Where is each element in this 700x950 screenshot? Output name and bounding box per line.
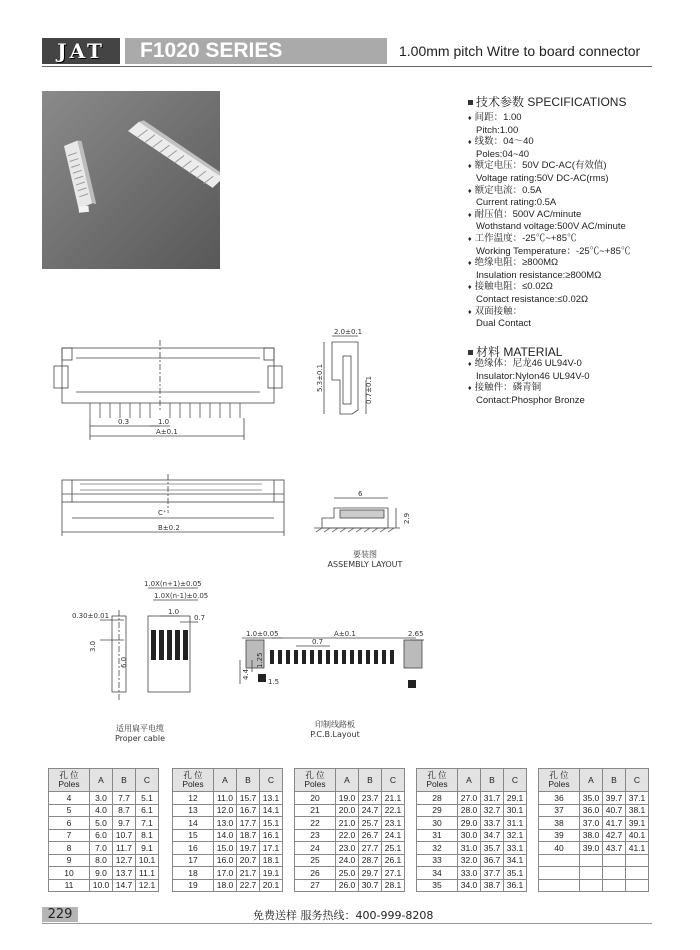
spec-item-pitch: ♦ 间距：1.00 Pitch:1.00: [468, 112, 668, 136]
table-cell: 9: [49, 854, 90, 867]
col-c: C: [260, 769, 283, 792]
table-row: [417, 829, 527, 842]
table-cell: 17.7: [237, 817, 260, 830]
table-cell: 10.0: [90, 879, 113, 892]
spec-item-poles: ♦ 线数：04～40 Poles:04~40: [468, 136, 668, 160]
table-cell: 9.1: [136, 842, 159, 855]
col-a: A: [458, 769, 481, 792]
table-cell: 12.7: [113, 854, 136, 867]
table-cell: 37: [539, 804, 580, 817]
table-cell: 12.0: [214, 804, 237, 817]
table-cell: 27.0: [458, 792, 481, 805]
table-cell: 19.1: [260, 867, 283, 880]
table-cell: 31.1: [504, 817, 527, 830]
dim-label: 4.4: [242, 668, 250, 680]
table-cell: 20.7: [237, 854, 260, 867]
table-cell: 11: [49, 879, 90, 892]
table-cell: 37.7: [481, 867, 504, 880]
dim-label: B±0.2: [158, 524, 180, 532]
table-cell: 23: [295, 829, 336, 842]
table-cell: [626, 867, 649, 880]
table-cell: 4: [49, 792, 90, 805]
table-cell: 19.7: [237, 842, 260, 855]
table-row: [49, 804, 159, 817]
table-cell: 8.7: [113, 804, 136, 817]
table-row: [173, 854, 283, 867]
series-title: F1020 SERIES: [140, 39, 283, 62]
table-cell: 5: [49, 804, 90, 817]
table-cell: 11.1: [136, 867, 159, 880]
table-cell: 31.0: [458, 842, 481, 855]
table-cell: 15: [173, 829, 214, 842]
table-cell: 34.1: [504, 854, 527, 867]
table-cell: 22.1: [382, 804, 405, 817]
spec-item-withstand: ♦ 耐压值：500V AC/minute Wothstand voltage:500V AC/minute: [468, 209, 668, 233]
table-cell: [603, 854, 626, 867]
table-row: [417, 854, 527, 867]
table-cell: 26.7: [359, 829, 382, 842]
table-cell: 28: [417, 792, 458, 805]
table-cell: 39.0: [580, 842, 603, 855]
dim-label: 1.0X(n-1)±0.05: [154, 592, 209, 600]
spec-item-contact-resistance: ♦ 接触电阻：≤0.02Ω Contact resistance:≤0.02Ω: [468, 281, 668, 305]
table-cell: 6.0: [90, 829, 113, 842]
table-cell: 35: [417, 879, 458, 892]
material-item-insulator: ♦ 绝缘体：尼龙46 UL94V-0 Insulator:Nylon46 UL94V-0: [468, 358, 668, 382]
table-cell: 37.1: [626, 792, 649, 805]
table-cell: 38: [539, 817, 580, 830]
table-cell: 21.0: [336, 817, 359, 830]
table-cell: 26.1: [382, 854, 405, 867]
table-cell: 22.7: [237, 879, 260, 892]
table-cell: 23.1: [382, 817, 405, 830]
table-cell: 40.1: [626, 829, 649, 842]
spec-item-temperature: ♦ 工作温度：-25℃~+85℃ Working Temperature：-25℃~+85℃: [468, 233, 668, 257]
dimension-table-2: [172, 768, 283, 892]
col-poles: 孔 位 Poles: [49, 769, 90, 792]
col-a: A: [90, 769, 113, 792]
table-row: [173, 867, 283, 880]
table-cell: 7.0: [90, 842, 113, 855]
col-c: C: [382, 769, 405, 792]
table-cell: 15.7: [237, 792, 260, 805]
table-cell: 30.7: [359, 879, 382, 892]
product-subtitle: 1.00mm pitch Witre to board connector: [399, 43, 641, 59]
table-body: [539, 792, 649, 892]
table-cell: 18: [173, 867, 214, 880]
table-row: [49, 842, 159, 855]
footer-divider: [42, 923, 652, 924]
dimension-table-5: [538, 768, 649, 892]
table-row: [173, 804, 283, 817]
table-cell: 21.1: [382, 792, 405, 805]
table-cell: 7: [49, 829, 90, 842]
table-cell: 20: [295, 792, 336, 805]
table-cell: 16.7: [237, 804, 260, 817]
table-row: [539, 804, 649, 817]
col-b: B: [113, 769, 136, 792]
col-c: C: [136, 769, 159, 792]
table-cell: 31.7: [481, 792, 504, 805]
table-row: [49, 829, 159, 842]
dim-label: 1.0: [168, 608, 180, 616]
dim-label: 0.30±0.01: [72, 612, 110, 620]
table-cell: 15.0: [214, 842, 237, 855]
table-row: [173, 879, 283, 892]
dimension-table-4: [416, 768, 527, 892]
table-cell: 5.1: [136, 792, 159, 805]
table-cell: 27.1: [382, 867, 405, 880]
table-cell: 27.7: [359, 842, 382, 855]
service-hotline: 免费送样 服务热线：400-999-8208: [253, 909, 434, 922]
table-cell: 36.1: [504, 879, 527, 892]
table-row: [295, 817, 405, 830]
table-row: [295, 854, 405, 867]
table-cell: [580, 867, 603, 880]
table-cell: 13.7: [113, 867, 136, 880]
table-body: [49, 792, 159, 892]
brand-logo: JAT: [57, 39, 105, 63]
table-cell: [539, 879, 580, 892]
col-b: B: [603, 769, 626, 792]
dim-label: 2.9: [403, 512, 411, 524]
table-cell: 23.7: [359, 792, 382, 805]
dim-label: 1.0: [158, 418, 170, 426]
spec-item-voltage: ♦ 额定电压：50V DC-AC(有效值) Voltage rating:50V DC-AC(rms): [468, 160, 668, 184]
table-cell: 10.1: [136, 854, 159, 867]
table-cell: 10: [49, 867, 90, 880]
proper-cable-caption: 适用扁平电缆 Proper cable: [114, 724, 166, 743]
table-cell: 20.1: [260, 879, 283, 892]
table-cell: 22.0: [336, 829, 359, 842]
table-row: [539, 842, 649, 855]
dim-label: 0.7: [194, 614, 206, 622]
dim-label: 0.7: [312, 638, 324, 646]
table-cell: 13.0: [214, 817, 237, 830]
table-cell: 7.1: [136, 817, 159, 830]
dim-label: C⁺¹: [158, 509, 170, 517]
table-cell: 16: [173, 842, 214, 855]
table-cell: 36.0: [580, 804, 603, 817]
table-cell: 19.0: [336, 792, 359, 805]
dim-label: 1.5: [268, 678, 280, 686]
table-cell: 42.7: [603, 829, 626, 842]
table-cell: 40.7: [603, 804, 626, 817]
table-cell: [580, 879, 603, 892]
table-row: [539, 817, 649, 830]
table-cell: 39.1: [626, 817, 649, 830]
table-cell: 37.0: [580, 817, 603, 830]
table-cell: 25.7: [359, 817, 382, 830]
table-cell: 34: [417, 867, 458, 880]
table-cell: 14.0: [214, 829, 237, 842]
dim-label: 0.7±0.1: [365, 375, 373, 404]
table-cell: 39.7: [603, 792, 626, 805]
material-item-contact: ♦ 接触件：磷青铜 Contact:Phosphor Bronze: [468, 382, 668, 406]
assembly-layout-drawing: [314, 498, 400, 532]
table-row: [539, 854, 649, 867]
table-row: [173, 817, 283, 830]
table-cell: 18.7: [237, 829, 260, 842]
table-body: [173, 792, 283, 892]
table-cell: 9.0: [90, 867, 113, 880]
col-a: A: [580, 769, 603, 792]
side-view-drawing: [324, 336, 366, 414]
table-cell: 6.1: [136, 804, 159, 817]
table-cell: 25.0: [336, 867, 359, 880]
table-cell: 35.1: [504, 867, 527, 880]
table-cell: 24.1: [382, 829, 405, 842]
col-c: C: [626, 769, 649, 792]
table-cell: 17.1: [260, 842, 283, 855]
table-cell: 9.7: [113, 817, 136, 830]
table-cell: 29.0: [458, 817, 481, 830]
dim-label: 1.25: [256, 652, 264, 668]
pcb-layout-caption: 印制线路板 P.C.B.Layout: [310, 720, 360, 739]
table-cell: 3.0: [90, 792, 113, 805]
table-cell: 19: [173, 879, 214, 892]
table-cell: 21: [295, 804, 336, 817]
table-cell: 34.0: [458, 879, 481, 892]
table-cell: 12.1: [136, 879, 159, 892]
dimension-table-1: [48, 768, 159, 892]
table-row: [539, 792, 649, 805]
table-cell: 8: [49, 842, 90, 855]
table-cell: 39: [539, 829, 580, 842]
table-cell: 7.7: [113, 792, 136, 805]
table-cell: 41.1: [626, 842, 649, 855]
dim-label: 6: [358, 490, 363, 498]
table-cell: 32.7: [481, 804, 504, 817]
table-cell: 36.7: [481, 854, 504, 867]
col-poles: 孔 位 Poles: [417, 769, 458, 792]
table-row: [295, 879, 405, 892]
table-cell: 6: [49, 817, 90, 830]
proper-cable-drawing: [100, 588, 198, 700]
col-a: A: [214, 769, 237, 792]
table-row: [173, 829, 283, 842]
table-cell: 30: [417, 817, 458, 830]
material-heading: 材料 MATERIAL: [468, 343, 562, 360]
table-cell: 11.7: [113, 842, 136, 855]
col-b: B: [359, 769, 382, 792]
table-cell: 29.7: [359, 867, 382, 880]
table-cell: [603, 867, 626, 880]
dim-label: A±0.1: [334, 630, 356, 638]
table-cell: 14.1: [260, 804, 283, 817]
col-poles: 孔 位 Poles: [173, 769, 214, 792]
table-cell: 30.0: [458, 829, 481, 842]
table-cell: 13: [173, 804, 214, 817]
col-b: B: [237, 769, 260, 792]
table-cell: 18.1: [260, 854, 283, 867]
col-poles: 孔 位 Poles: [539, 769, 580, 792]
table-cell: [626, 879, 649, 892]
table-cell: 28.7: [359, 854, 382, 867]
table-cell: 11.0: [214, 792, 237, 805]
table-row: [295, 829, 405, 842]
table-cell: 14.7: [113, 879, 136, 892]
table-row: [49, 817, 159, 830]
table-row: [417, 817, 527, 830]
table-cell: 36: [539, 792, 580, 805]
table-cell: 13.1: [260, 792, 283, 805]
table-cell: 25.1: [382, 842, 405, 855]
table-cell: 22: [295, 817, 336, 830]
table-cell: 29.1: [504, 792, 527, 805]
table-cell: 18.0: [214, 879, 237, 892]
table-cell: 5.0: [90, 817, 113, 830]
table-row: [295, 867, 405, 880]
table-cell: 8.1: [136, 829, 159, 842]
table-row: [417, 792, 527, 805]
table-cell: [603, 879, 626, 892]
dim-label: 3.0: [89, 640, 97, 652]
table-cell: [539, 867, 580, 880]
table-cell: 32: [417, 842, 458, 855]
table-body: [417, 792, 527, 892]
table-row: [417, 842, 527, 855]
table-cell: 15.1: [260, 817, 283, 830]
col-c: C: [504, 769, 527, 792]
dim-label: 2.0±0.1: [334, 328, 363, 336]
table-cell: 30.1: [504, 804, 527, 817]
table-row: [539, 879, 649, 892]
table-row: [417, 879, 527, 892]
table-cell: 23.0: [336, 842, 359, 855]
spec-item-current: ♦ 额定电流：0.5A Current rating:0.5A: [468, 185, 668, 209]
dimension-table-3: [294, 768, 405, 892]
dim-label: 2.65: [408, 630, 424, 638]
table-row: [295, 792, 405, 805]
table-cell: 34.7: [481, 829, 504, 842]
table-row: [49, 867, 159, 880]
table-cell: 24.7: [359, 804, 382, 817]
table-cell: 33.7: [481, 817, 504, 830]
table-row: [295, 842, 405, 855]
table-cell: 10.7: [113, 829, 136, 842]
table-cell: 33: [417, 854, 458, 867]
table-cell: 43.7: [603, 842, 626, 855]
table-cell: 32.1: [504, 829, 527, 842]
table-cell: 32.0: [458, 854, 481, 867]
table-cell: 21.7: [237, 867, 260, 880]
table-body: [295, 792, 405, 892]
table-row: [173, 842, 283, 855]
table-row: [173, 792, 283, 805]
table-row: [295, 804, 405, 817]
table-cell: [539, 854, 580, 867]
table-cell: 24.0: [336, 854, 359, 867]
col-b: B: [481, 769, 504, 792]
table-cell: 12: [173, 792, 214, 805]
table-cell: 35.0: [580, 792, 603, 805]
table-cell: 33.1: [504, 842, 527, 855]
table-cell: 38.7: [481, 879, 504, 892]
specifications-heading: 技术参数 SPECIFICATIONS: [468, 93, 626, 110]
table-cell: 16.1: [260, 829, 283, 842]
table-cell: 4.0: [90, 804, 113, 817]
dim-label: 1.0±0.05: [246, 630, 279, 638]
table-cell: 17: [173, 854, 214, 867]
table-cell: 33.0: [458, 867, 481, 880]
table-cell: 41.7: [603, 817, 626, 830]
table-cell: 29: [417, 804, 458, 817]
table-cell: 38.0: [580, 829, 603, 842]
table-row: [49, 879, 159, 892]
table-cell: 17.0: [214, 867, 237, 880]
table-cell: 40: [539, 842, 580, 855]
table-cell: 31: [417, 829, 458, 842]
table-cell: 26.0: [336, 879, 359, 892]
table-cell: 27: [295, 879, 336, 892]
table-cell: 28.1: [382, 879, 405, 892]
col-a: A: [336, 769, 359, 792]
table-cell: 14: [173, 817, 214, 830]
table-cell: [580, 854, 603, 867]
table-cell: [626, 854, 649, 867]
dim-label: A±0.1: [156, 428, 178, 436]
table-row: [49, 854, 159, 867]
col-poles: 孔 位 Poles: [295, 769, 336, 792]
dim-label: 0.3: [118, 418, 130, 426]
table-cell: 16.0: [214, 854, 237, 867]
table-cell: 20.0: [336, 804, 359, 817]
table-row: [539, 867, 649, 880]
dim-label: 6.0: [120, 656, 128, 668]
dim-label: 5.3±0.1: [316, 363, 324, 392]
dim-label: 1.0X(n+1)±0.05: [144, 580, 202, 588]
table-cell: 8.0: [90, 854, 113, 867]
spec-item-dual-contact: ♦ 双面接触： Dual Contact: [468, 306, 668, 330]
table-cell: 24: [295, 842, 336, 855]
table-cell: 35.7: [481, 842, 504, 855]
assembly-caption: 要装图 ASSEMBLY LAYOUT: [327, 550, 403, 569]
table-cell: 25: [295, 854, 336, 867]
table-cell: 38.1: [626, 804, 649, 817]
table-row: [417, 804, 527, 817]
table-row: [417, 867, 527, 880]
spec-item-insulation: ♦ 绝缘电阻：≥800MΩ Insulation resistance:≥800MΩ: [468, 257, 668, 281]
page-number: 229: [47, 907, 73, 922]
table-cell: 28.0: [458, 804, 481, 817]
table-row: [49, 792, 159, 805]
table-row: [539, 829, 649, 842]
table-cell: 26: [295, 867, 336, 880]
